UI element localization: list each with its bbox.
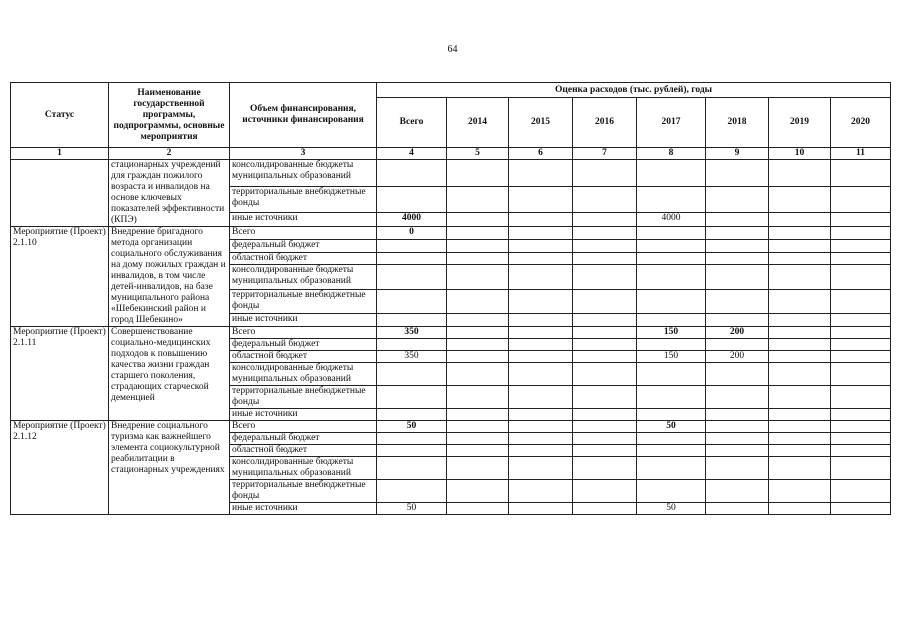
- value-cell: [447, 265, 509, 289]
- value-cell: [831, 457, 891, 480]
- value-cell: [637, 480, 706, 503]
- value-cell: [377, 445, 447, 457]
- value-cell: [831, 386, 891, 409]
- value-cell: [509, 433, 573, 445]
- value-cell: [769, 160, 831, 187]
- expenditure-table: [10, 82, 891, 515]
- value-cell: [706, 239, 769, 252]
- value-cell: [377, 457, 447, 480]
- funding-source: иные источники: [230, 409, 377, 421]
- header-year-4: 2017: [637, 98, 706, 148]
- value-cell: [831, 433, 891, 445]
- row-measure-name: стационарных учреждений для граждан пожилого возраста и инвалидов на основе ключевых показателей эффективности (КПЭ): [109, 160, 230, 227]
- row-status: [11, 160, 109, 227]
- value-cell: [377, 289, 447, 313]
- value-cell: [706, 457, 769, 480]
- value-cell: [706, 339, 769, 351]
- value-cell: [706, 252, 769, 265]
- value-cell: [769, 239, 831, 252]
- column-number-4: 5: [447, 148, 509, 160]
- value-cell: 0: [377, 227, 447, 240]
- value-cell: [447, 480, 509, 503]
- column-number-0: 1: [11, 148, 109, 160]
- value-cell: [769, 409, 831, 421]
- funding-source: территориальные внебюджетные фонды: [230, 480, 377, 503]
- row-measure-name: Внедрение социального туризма как важнейшего элемента социокультурной реабилитации в стационарных учреждениях: [109, 421, 230, 515]
- funding-source: областной бюджет: [230, 351, 377, 363]
- value-cell: [831, 503, 891, 515]
- header-status: Статус: [11, 83, 109, 148]
- value-cell: 50: [377, 421, 447, 433]
- value-cell: [573, 314, 637, 327]
- value-cell: [447, 186, 509, 213]
- value-cell: [573, 239, 637, 252]
- header-year-1: 2014: [447, 98, 509, 148]
- value-cell: [706, 503, 769, 515]
- value-cell: [769, 289, 831, 313]
- value-cell: [573, 186, 637, 213]
- table-row: [11, 227, 891, 240]
- value-cell: [377, 239, 447, 252]
- value-cell: [769, 327, 831, 339]
- value-cell: 150: [637, 351, 706, 363]
- value-cell: [831, 213, 891, 227]
- value-cell: [706, 480, 769, 503]
- value-cell: [447, 445, 509, 457]
- value-cell: [573, 445, 637, 457]
- value-cell: [637, 339, 706, 351]
- value-cell: [377, 433, 447, 445]
- value-cell: [769, 351, 831, 363]
- value-cell: 50: [637, 503, 706, 515]
- funding-source: консолидированные бюджеты муниципальных образований: [230, 160, 377, 187]
- value-cell: [706, 386, 769, 409]
- funding-source: федеральный бюджет: [230, 339, 377, 351]
- value-cell: [706, 227, 769, 240]
- value-cell: [706, 363, 769, 386]
- value-cell: [447, 314, 509, 327]
- value-cell: [769, 445, 831, 457]
- row-measure-name: Совершенствование социально-медицинских подходов к повышению качества жизни граждан старшего поколения, страдающих старческой деменцией: [109, 327, 230, 421]
- value-cell: [831, 239, 891, 252]
- value-cell: [573, 327, 637, 339]
- value-cell: [509, 480, 573, 503]
- value-cell: 200: [706, 351, 769, 363]
- table-row: [11, 160, 891, 187]
- value-cell: [573, 227, 637, 240]
- page-number: 64: [447, 44, 458, 55]
- value-cell: 350: [377, 327, 447, 339]
- value-cell: [509, 239, 573, 252]
- value-cell: [377, 386, 447, 409]
- value-cell: [706, 186, 769, 213]
- value-cell: [377, 409, 447, 421]
- value-cell: 4000: [637, 213, 706, 227]
- value-cell: [831, 421, 891, 433]
- value-cell: 50: [637, 421, 706, 433]
- value-cell: [509, 351, 573, 363]
- value-cell: [769, 314, 831, 327]
- value-cell: [447, 409, 509, 421]
- value-cell: [377, 480, 447, 503]
- value-cell: [769, 386, 831, 409]
- column-number-3: 4: [377, 148, 447, 160]
- value-cell: [573, 351, 637, 363]
- funding-source: иные источники: [230, 213, 377, 227]
- value-cell: [637, 363, 706, 386]
- value-cell: [573, 252, 637, 265]
- value-cell: [637, 186, 706, 213]
- value-cell: [573, 433, 637, 445]
- value-cell: [377, 314, 447, 327]
- header-year-0: Всего: [377, 98, 447, 148]
- header-year-2: 2015: [509, 98, 573, 148]
- value-cell: [447, 160, 509, 187]
- value-cell: [706, 213, 769, 227]
- funding-source: консолидированные бюджеты муниципальных образований: [230, 457, 377, 480]
- value-cell: [509, 213, 573, 227]
- value-cell: [769, 227, 831, 240]
- value-cell: [377, 265, 447, 289]
- funding-source: областной бюджет: [230, 445, 377, 457]
- value-cell: [769, 252, 831, 265]
- value-cell: [637, 386, 706, 409]
- funding-source: Всего: [230, 227, 377, 240]
- value-cell: [447, 386, 509, 409]
- value-cell: [831, 327, 891, 339]
- value-cell: [509, 289, 573, 313]
- value-cell: [509, 186, 573, 213]
- value-cell: [831, 160, 891, 187]
- value-cell: [637, 227, 706, 240]
- value-cell: [831, 227, 891, 240]
- value-cell: [509, 227, 573, 240]
- value-cell: [573, 160, 637, 187]
- value-cell: [573, 421, 637, 433]
- value-cell: [831, 480, 891, 503]
- value-cell: [831, 252, 891, 265]
- value-cell: [706, 265, 769, 289]
- funding-source: областной бюджет: [230, 252, 377, 265]
- row-measure-name: Внедрение бригадного метода организации социального обслуживания на дому пожилых граждан и инвалидов, в том числе детей-инвалидов, на базе муниципального района «Шебекинский район и город Шебекино»: [109, 227, 230, 327]
- value-cell: [509, 457, 573, 480]
- table-row: [11, 327, 891, 339]
- funding-source: иные источники: [230, 503, 377, 515]
- value-cell: [447, 339, 509, 351]
- value-cell: [637, 252, 706, 265]
- value-cell: [509, 327, 573, 339]
- value-cell: [573, 289, 637, 313]
- value-cell: [706, 289, 769, 313]
- value-cell: [573, 363, 637, 386]
- value-cell: [447, 363, 509, 386]
- value-cell: [769, 213, 831, 227]
- value-cell: [509, 252, 573, 265]
- row-status: Мероприятие (Проект) 2.1.11: [11, 327, 109, 421]
- column-number-10: 11: [831, 148, 891, 160]
- column-number-8: 9: [706, 148, 769, 160]
- value-cell: [377, 363, 447, 386]
- value-cell: [447, 503, 509, 515]
- funding-source: территориальные внебюджетные фонды: [230, 289, 377, 313]
- funding-source: Всего: [230, 421, 377, 433]
- value-cell: [831, 186, 891, 213]
- value-cell: [637, 265, 706, 289]
- value-cell: [769, 457, 831, 480]
- header-name: Наименование государственной программы, подпрограммы, основные мероприятия: [109, 83, 230, 148]
- value-cell: [769, 421, 831, 433]
- value-cell: [447, 227, 509, 240]
- value-cell: [573, 265, 637, 289]
- funding-source: территориальные внебюджетные фонды: [230, 186, 377, 213]
- value-cell: [706, 160, 769, 187]
- value-cell: [637, 433, 706, 445]
- header-year-3: 2016: [573, 98, 637, 148]
- value-cell: [769, 503, 831, 515]
- header-year-6: 2019: [769, 98, 831, 148]
- value-cell: [509, 314, 573, 327]
- value-cell: [637, 289, 706, 313]
- value-cell: [637, 160, 706, 187]
- column-number-7: 8: [637, 148, 706, 160]
- value-cell: [831, 339, 891, 351]
- value-cell: [769, 433, 831, 445]
- value-cell: [706, 409, 769, 421]
- value-cell: [447, 289, 509, 313]
- column-number-1: 2: [109, 148, 230, 160]
- value-cell: [573, 409, 637, 421]
- value-cell: 150: [637, 327, 706, 339]
- column-number-2: 3: [230, 148, 377, 160]
- value-cell: [831, 351, 891, 363]
- table-row: [11, 421, 891, 433]
- value-cell: [447, 327, 509, 339]
- value-cell: [637, 409, 706, 421]
- value-cell: [831, 289, 891, 313]
- value-cell: [573, 339, 637, 351]
- funding-source: консолидированные бюджеты муниципальных образований: [230, 265, 377, 289]
- header-year-5: 2018: [706, 98, 769, 148]
- value-cell: [637, 314, 706, 327]
- value-cell: [637, 445, 706, 457]
- value-cell: 50: [377, 503, 447, 515]
- value-cell: [447, 351, 509, 363]
- value-cell: [706, 421, 769, 433]
- value-cell: [769, 265, 831, 289]
- value-cell: [573, 480, 637, 503]
- value-cell: [573, 213, 637, 227]
- value-cell: 350: [377, 351, 447, 363]
- value-cell: [769, 339, 831, 351]
- value-cell: [573, 386, 637, 409]
- value-cell: [769, 363, 831, 386]
- value-cell: 200: [706, 327, 769, 339]
- funding-source: федеральный бюджет: [230, 239, 377, 252]
- value-cell: [447, 213, 509, 227]
- value-cell: 4000: [377, 213, 447, 227]
- value-cell: [447, 433, 509, 445]
- value-cell: [509, 363, 573, 386]
- value-cell: [447, 239, 509, 252]
- value-cell: [706, 445, 769, 457]
- value-cell: [377, 339, 447, 351]
- value-cell: [509, 265, 573, 289]
- column-number-6: 7: [573, 148, 637, 160]
- value-cell: [706, 433, 769, 445]
- value-cell: [637, 239, 706, 252]
- value-cell: [573, 503, 637, 515]
- value-cell: [509, 445, 573, 457]
- funding-source: территориальные внебюджетные фонды: [230, 386, 377, 409]
- value-cell: [447, 457, 509, 480]
- value-cell: [769, 480, 831, 503]
- funding-source: консолидированные бюджеты муниципальных образований: [230, 363, 377, 386]
- column-number-9: 10: [769, 148, 831, 160]
- value-cell: [447, 421, 509, 433]
- row-status: Мероприятие (Проект) 2.1.12: [11, 421, 109, 515]
- value-cell: [573, 457, 637, 480]
- value-cell: [769, 186, 831, 213]
- value-cell: [509, 421, 573, 433]
- value-cell: [509, 339, 573, 351]
- value-cell: [637, 457, 706, 480]
- funding-source: иные источники: [230, 314, 377, 327]
- row-status: Мероприятие (Проект) 2.1.10: [11, 227, 109, 327]
- column-number-5: 6: [509, 148, 573, 160]
- value-cell: [509, 386, 573, 409]
- value-cell: [447, 252, 509, 265]
- value-cell: [831, 314, 891, 327]
- header-year-7: 2020: [831, 98, 891, 148]
- value-cell: [377, 160, 447, 187]
- value-cell: [831, 445, 891, 457]
- value-cell: [509, 409, 573, 421]
- value-cell: [706, 314, 769, 327]
- value-cell: [509, 160, 573, 187]
- value-cell: [509, 503, 573, 515]
- funding-source: федеральный бюджет: [230, 433, 377, 445]
- header-funding: Объем финансирования, источники финансирования: [230, 83, 377, 148]
- value-cell: [831, 363, 891, 386]
- value-cell: [831, 409, 891, 421]
- value-cell: [831, 265, 891, 289]
- funding-source: Всего: [230, 327, 377, 339]
- value-cell: [377, 252, 447, 265]
- value-cell: [377, 186, 447, 213]
- header-estimate: Оценка расходов (тыс. рублей), годы: [377, 83, 891, 98]
